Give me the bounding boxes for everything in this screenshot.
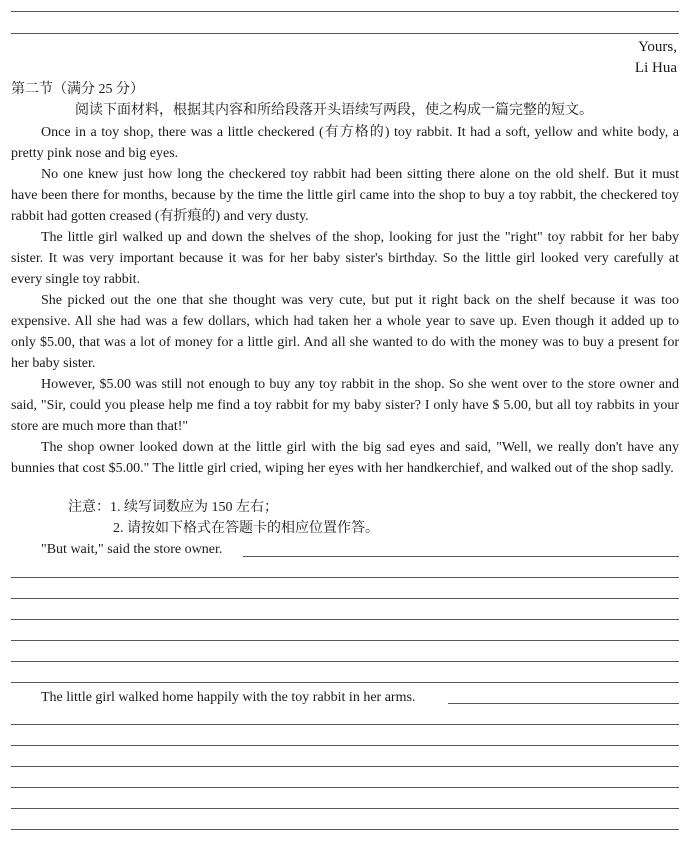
passage-paragraph: She picked out the one that she thought was very cute, but put it right back on the shelf because it was too expensive. All she had was a few dollars, which had taken her a whole year to save up. Even though it added up to only $5.00, that was a lot of money for a little girl. And all she wanted to do with the money was to buy a present for her baby sister. <box>11 293 679 371</box>
passage-paragraph: No one knew just how long the checkered toy rabbit had been sitting there alone on the old shelf. But it must have been there for months, because by the time the little girl came into the shop to buy a toy rabbit, the checkered toy rabbit had gotten creased (有折痕的) and very dusty. <box>11 167 679 224</box>
passage-paragraph: Once in a toy shop, there was a little checkered (有方格的) toy rabbit. It had a soft, yellow and white body, a pretty pink nose and big eyes. <box>11 125 679 161</box>
passage-paragraph: The little girl walked up and down the shelves of the shop, looking for just the "right" toy rabbit for her baby sister. It was very important because it was for her baby sister's birthday. So the little girl looked very carefully at every single toy rabbit. <box>11 230 679 287</box>
answer-line[interactable] <box>11 808 679 809</box>
answer-line[interactable] <box>11 745 679 746</box>
answer-line[interactable] <box>11 682 679 683</box>
paragraph-starter-2: The little girl walked home happily with the toy rabbit in her arms. <box>41 690 416 705</box>
letter-signature-name: Li Hua <box>634 60 677 76</box>
section-instruction: 阅读下面材料，根据其内容和所给段落开头语续写两段，使之构成一篇完整的短文。 <box>75 103 593 118</box>
writing-line <box>11 11 679 12</box>
answer-line[interactable] <box>11 724 679 725</box>
answer-line[interactable] <box>11 766 679 767</box>
note-item: 2. 请按如下格式在答题卡的相应位置作答。 <box>113 521 379 536</box>
passage-paragraph: The shop owner looked down at the little girl with the big sad eyes and said, "Well, we really don't have any bunnies that cost $5.00." The little girl cried, wiping her eyes with her handkerchief, and walked out of the shop sadly. <box>11 440 679 476</box>
note-row-1 <box>11 497 679 518</box>
answer-line[interactable] <box>448 703 679 704</box>
writing-line <box>11 33 679 34</box>
passage-paragraph: However, $5.00 was still not enough to buy any toy rabbit in the shop. So she went over to the store owner and said, "Sir, could you please help me find a toy rabbit for my baby sister? I only have $ 5.00, but all toy rabbits in your store are much more than that!" <box>11 377 679 434</box>
paragraph-starter-1: "But wait," said the store owner. <box>41 542 223 557</box>
notes-label: 注意： <box>68 500 110 515</box>
answer-line[interactable] <box>11 577 679 578</box>
answer-line[interactable] <box>11 787 679 788</box>
answer-line[interactable] <box>243 556 679 557</box>
reading-passage <box>11 122 679 479</box>
note-item: 1. 续写词数应为 150 左右； <box>110 500 278 515</box>
letter-closing: Yours, <box>638 39 677 55</box>
section-title: 第二节（满分 25 分） <box>11 82 144 97</box>
answer-line[interactable] <box>11 640 679 641</box>
answer-line[interactable] <box>11 598 679 599</box>
answer-line[interactable] <box>11 661 679 662</box>
answer-line[interactable] <box>11 619 679 620</box>
notes-block <box>11 497 679 539</box>
answer-line[interactable] <box>11 829 679 830</box>
